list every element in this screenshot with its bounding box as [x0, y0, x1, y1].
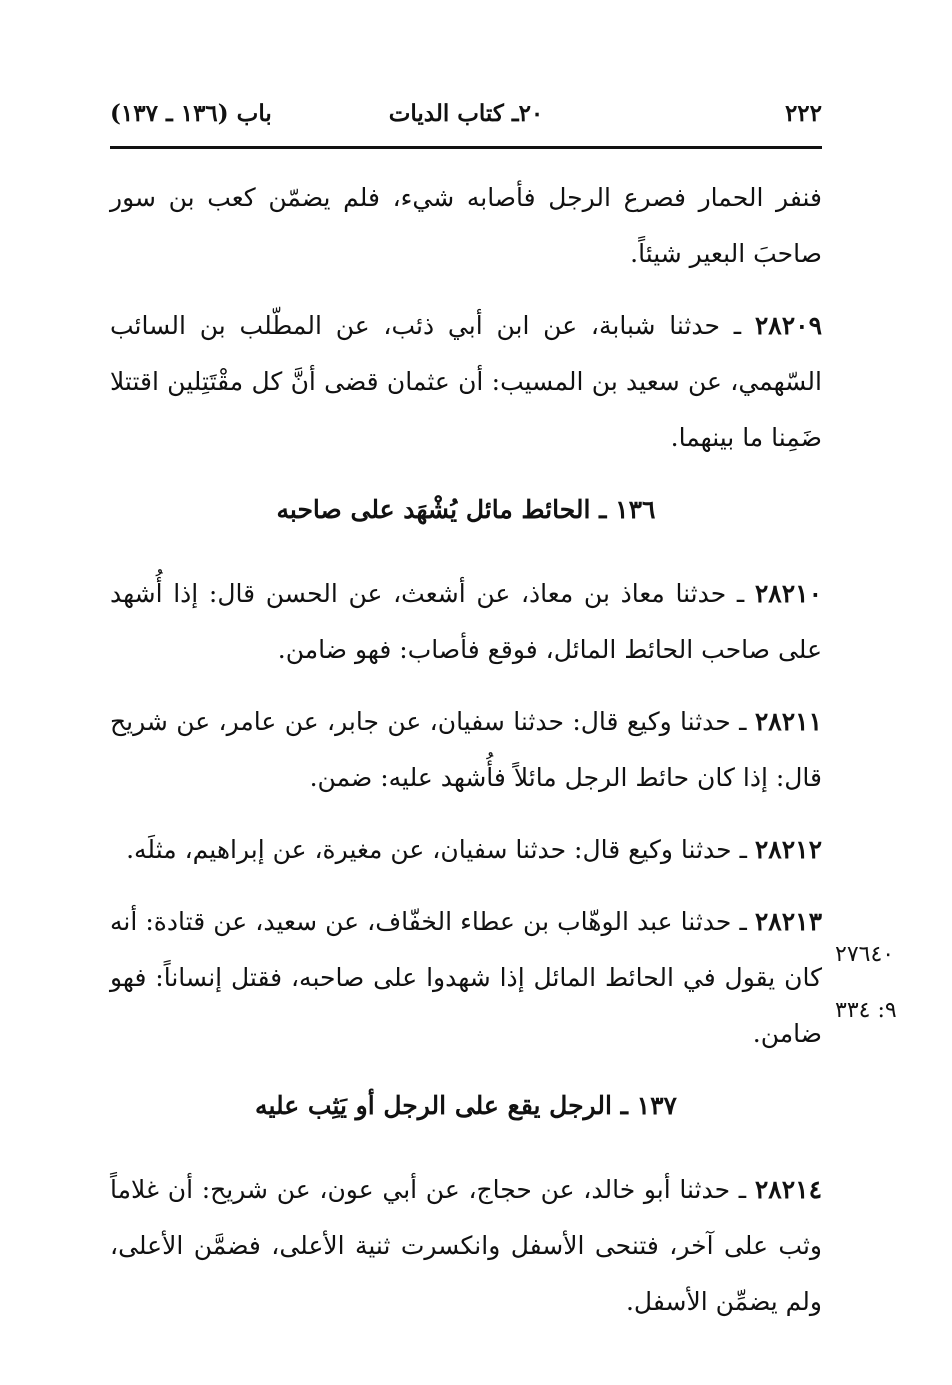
- page-body: [110, 170, 822, 1346]
- hadith-number: ٢٨٢١٤: [754, 1175, 822, 1204]
- hadith-28209: [110, 298, 822, 466]
- paragraph-text: ـ حدثنا وكيع قال: حدثنا سفيان، عن مغيرة، عن إبراهيم، مثلَه.: [126, 835, 755, 864]
- margin-reference-1: ٢٧٦٤٠: [835, 942, 895, 967]
- hadith-number: ٢٨٢١١: [754, 707, 822, 736]
- margin-reference-2: ٩: ٣٣٤: [835, 998, 897, 1023]
- hadith-number: ٢٨٢١٢: [754, 835, 822, 864]
- paragraph-text: فنفر الحمار فصرع الرجل فأصابه شيء، فلم يضمّن كعب بن سور صاحبَ البعير شيئاً.: [110, 183, 822, 268]
- section-heading-137: ١٣٧ ـ الرجل يقع على الرجل أو يَثِب عليه: [255, 1091, 677, 1120]
- hadith-28214: [110, 1162, 822, 1330]
- chapter-range: باب (١٣٦ ـ ١٣٧): [110, 100, 272, 127]
- continued-paragraph: [110, 170, 822, 282]
- section-heading-136: ١٣٦ ـ الحائط مائل يُشْهَد على صاحبه: [276, 495, 656, 524]
- book-title: ٢٠ـ كتاب الديات: [388, 100, 544, 127]
- hadith-28211: [110, 694, 822, 806]
- hadith-28213: [110, 894, 822, 1062]
- hadith-number: ٢٨٢١٠: [754, 579, 822, 608]
- paragraph-text: ـ حدثنا معاذ بن معاذ، عن أشعث، عن الحسن قال: إذا أُشهد على صاحب الحائط المائل، فوقع فأصاب: فهو ضامن.: [110, 579, 822, 664]
- hadith-28212: [110, 822, 822, 878]
- paragraph-text: ـ حدثنا عبد الوهّاب بن عطاء الخفّاف، عن سعيد، عن قتادة: أنه كان يقول في الحائط المائل إذا شهدوا على صاحبه، فقتل إنساناً: فهو ضامن.: [110, 907, 822, 1048]
- hadith-number: ٢٨٢٠٩: [754, 311, 822, 340]
- hadith-28210: [110, 566, 822, 678]
- hadith-number: ٢٨٢١٣: [754, 907, 822, 936]
- running-header: [110, 96, 822, 140]
- header-rule: [110, 146, 822, 149]
- paragraph-text: ـ حدثنا أبو خالد، عن حجاج، عن أبي عون، عن شريح: أن غلاماً وثب على آخر، فتنحى الأسفل وانكسرت ثنية الأعلى، فضمَّن الأعلى، ولم يضمِّن الأسفل.: [110, 1175, 822, 1316]
- page-number: ٢٢٢: [784, 100, 822, 127]
- paragraph-text: ـ حدثنا شبابة، عن ابن أبي ذئب، عن المطّلب بن السائب السّهمي، عن سعيد بن المسيب: أن عثمان قضى أنَّ كل مقْتَتِلين اقتتلا ضَمِنا ما بينهما.: [110, 311, 822, 452]
- paragraph-text: ـ حدثنا وكيع قال: حدثنا سفيان، عن جابر، عن عامر، عن شريح قال: إذا كان حائط الرجل مائلاً فأُشهد عليه: ضمن.: [110, 707, 822, 792]
